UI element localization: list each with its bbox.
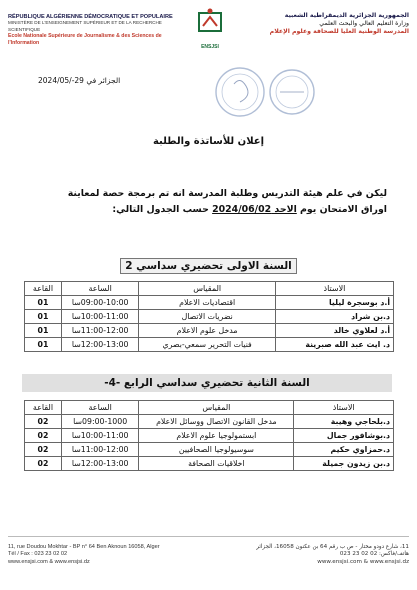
table-row [25, 443, 394, 457]
cell-time: 12:00-13:00سا [61, 457, 138, 471]
exam-date-highlight: الاحد 2024/06/02 [212, 204, 297, 215]
footer-ar-phone: هاتف/فاكس: 02 02 23 023 [339, 551, 409, 558]
cell-room: 01 [25, 324, 62, 338]
cell-room: 02 [25, 415, 62, 429]
cell-subject: مدخل علوم الاعلام [139, 324, 276, 338]
header-fr-line-1: RÉPUBLIQUE ALGÉRIENNE DÉMOCRATIQUE ET POPULAIRE [8, 14, 173, 20]
col-header-prof: الاستاذ [275, 282, 393, 296]
table-row [25, 310, 394, 324]
cell-prof: د.بوشافور جمال [294, 429, 394, 443]
footer-fr-web: www.ensjsi.com & www.ensjsi.dz [8, 558, 90, 565]
cell-subject: ابستمولوجيا علوم الاعلام [139, 429, 294, 443]
header-ar-line-1: الجمهورية الجزائرية الديمقراطية الشعبية [284, 12, 409, 19]
cell-subject: سوسيولوجيا الصحافيين [139, 443, 294, 457]
cell-prof: أ.د لعلاوي خالد [275, 324, 393, 338]
table-row [25, 415, 394, 429]
logo-text: ENSJSI [201, 44, 219, 50]
cell-room: 01 [25, 310, 62, 324]
col-header-subject: المقياس [139, 401, 294, 415]
cell-time: 10:00-11:00سا [61, 310, 138, 324]
section-2-title: السنة الثانية تحضيري سداسي الرابع -4- [22, 374, 392, 392]
cell-prof: أ.د بوسجرة ليليا [275, 296, 393, 310]
cell-prof: د.بن زيدون جميلة [294, 457, 394, 471]
cell-subject: اخلاقيات الصحافة [139, 457, 294, 471]
col-header-room: القاعة [25, 401, 62, 415]
intro-line-1: ليكن في علم هيئة التدريس وطلبة المدرسة انه تم برمجة حصة لمعاينة [67, 188, 387, 199]
cell-subject: مدخل القانون الاتصال ووسائل الاعلام [139, 415, 294, 429]
header-fr-line-2: MINISTÈRE DE L'ENSEIGNEMENT SUPÉRIEUR ET DE LA RECHERCHE SCIENTIFIQUE [8, 20, 162, 32]
intro-line-2 [27, 202, 387, 218]
footer-fr-phone: Tél / Fax : 023 23 02 02 [8, 551, 68, 558]
cell-room: 02 [25, 457, 62, 471]
cell-subject: نضريات الاتصال [139, 310, 276, 324]
table-row [25, 296, 394, 310]
header-french [8, 14, 186, 46]
col-header-prof: الاستاذ [294, 401, 394, 415]
footer-divider [8, 536, 409, 537]
cell-prof: د.بن شراد [275, 310, 393, 324]
cell-time: 12:00-13:00سا [61, 338, 138, 352]
cell-time: 10:00-11:00سا [61, 429, 138, 443]
table-header-row [25, 401, 394, 415]
footer-ar-address: 11، شارع دودو مختار - ص ب رقم 64 بن عكنون 16058، الجزائر [256, 544, 409, 550]
intro-line-2-end: حسب الجدول التالي: [112, 204, 213, 215]
cell-time: 09:00-1000سا [61, 415, 138, 429]
cell-room: 02 [25, 443, 62, 457]
cell-prof: د.بلحاجي وهيبة [294, 415, 394, 429]
cell-prof: د. ايت عبد الله صبرينة [275, 338, 393, 352]
cell-time: 09:00-10:00سا [61, 296, 138, 310]
cell-prof: د.حمزاوي حكيم [294, 443, 394, 457]
header-arabic [219, 12, 409, 36]
section-1-title: السنة الاولى تحضيري سداسي 2 [120, 258, 297, 274]
announcement-title: إعلان للأساتذة والطلبة [152, 136, 265, 147]
table-row [25, 457, 394, 471]
table-header-row [25, 282, 394, 296]
schedule-table-year-2 [24, 400, 394, 471]
col-header-time: الساعة [61, 282, 138, 296]
cell-time: 11:00-12:00سا [61, 324, 138, 338]
footer-arabic [209, 544, 409, 566]
announcement-intro [27, 186, 387, 218]
intro-line-2-start: اوراق الامتحان يوم [296, 204, 387, 215]
footer-fr-address: 11, rue Doudou Mokhtar - BP n° 64 Ben Aknoun 16058, Alger [8, 544, 160, 550]
header-ar-line-3: المدرسة الوطنية العليا للصحافة وعلوم الإعلام [269, 28, 409, 35]
header-fr-line-3: Ecole Nationale Supérieure de Journalisme & des Sciences de l'Information [8, 33, 162, 46]
table-row [25, 429, 394, 443]
cell-room: 02 [25, 429, 62, 443]
footer-french [8, 544, 198, 566]
table-row [25, 324, 394, 338]
cell-time: 11:00-12:00سا [61, 443, 138, 457]
date-line: الجزائر في 29-/2024/05 [38, 76, 121, 85]
cell-room: 01 [25, 296, 62, 310]
table-row [25, 338, 394, 352]
schedule-table-year-1 [24, 281, 394, 352]
cell-room: 01 [25, 338, 62, 352]
col-header-subject: المقياس [139, 282, 276, 296]
footer-ar-web: www.ensjsi.com & www.ensjsi.dz [317, 558, 409, 565]
official-stamp [200, 62, 320, 122]
cell-subject: اقتصاديات الاعلام [139, 296, 276, 310]
header-ar-line-2: وزارة التعليم العالي والبحث العلمي [319, 20, 409, 27]
col-header-room: القاعة [25, 282, 62, 296]
cell-subject: فنيات التحرير سمعي-بصري [139, 338, 276, 352]
col-header-time: الساعة [61, 401, 138, 415]
